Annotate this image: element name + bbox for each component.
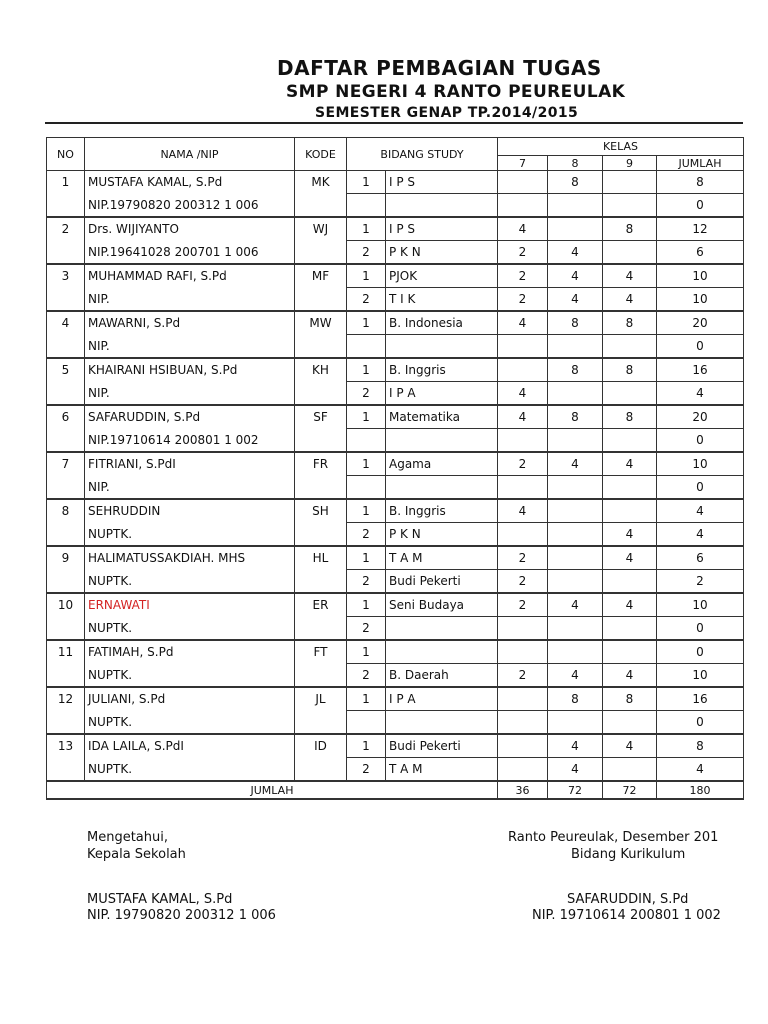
subject-number: 1 xyxy=(347,358,386,382)
teacher-name: HALIMATUSSAKDIAH. MHS xyxy=(85,546,295,570)
subject-number: 1 xyxy=(347,687,386,711)
hours-kelas-7 xyxy=(498,335,548,359)
teacher-code: ER xyxy=(295,593,347,617)
total-kelas-9: 72 xyxy=(603,781,657,799)
assignment-table xyxy=(46,137,744,800)
row-no: 9 xyxy=(47,546,85,570)
hours-kelas-9: 4 xyxy=(603,452,657,476)
subject-number xyxy=(347,476,386,500)
teacher-name: JULIANI, S.Pd xyxy=(85,687,295,711)
hours-kelas-7 xyxy=(498,711,548,735)
teacher-name: SAFARUDDIN, S.Pd xyxy=(85,405,295,429)
subject-name xyxy=(386,640,498,664)
hours-kelas-8 xyxy=(548,711,603,735)
teacher-code-empty xyxy=(295,476,347,500)
teacher-nip: NUPTK. xyxy=(85,570,295,594)
row-no-empty xyxy=(47,758,85,782)
teacher-code: FR xyxy=(295,452,347,476)
total-kelas-8: 72 xyxy=(548,781,603,799)
hours-kelas-8 xyxy=(548,476,603,500)
teacher-nip: NUPTK. xyxy=(85,523,295,547)
hours-kelas-9 xyxy=(603,171,657,194)
hours-kelas-7 xyxy=(498,734,548,758)
table-row xyxy=(47,217,744,241)
hours-kelas-8: 4 xyxy=(548,241,603,265)
hours-kelas-7: 4 xyxy=(498,405,548,429)
table-row xyxy=(47,664,744,688)
hours-kelas-9 xyxy=(603,335,657,359)
hours-total: 0 xyxy=(657,617,744,641)
hours-total: 2 xyxy=(657,570,744,594)
subject-name: T A M xyxy=(386,546,498,570)
subject-name: Matematika xyxy=(386,405,498,429)
hours-kelas-8 xyxy=(548,546,603,570)
total-kelas-7: 36 xyxy=(498,781,548,799)
subject-name: I P A xyxy=(386,687,498,711)
hours-total: 8 xyxy=(657,171,744,194)
subject-number xyxy=(347,194,386,218)
row-no: 6 xyxy=(47,405,85,429)
hours-kelas-9 xyxy=(603,429,657,453)
place-date: Ranto Peureulak, Desember 201 xyxy=(508,830,719,845)
subject-number: 2 xyxy=(347,758,386,782)
header-kode: KODE xyxy=(295,138,347,171)
subject-name: B. Inggris xyxy=(386,358,498,382)
subject-number: 1 xyxy=(347,593,386,617)
table-row xyxy=(47,734,744,758)
hours-total: 6 xyxy=(657,546,744,570)
hours-kelas-7: 2 xyxy=(498,288,548,312)
hours-kelas-7: 2 xyxy=(498,593,548,617)
hours-kelas-9: 4 xyxy=(603,264,657,288)
teacher-name: FATIMAH, S.Pd xyxy=(85,640,295,664)
school-name: SMP NEGERI 4 RANTO PEUREULAK xyxy=(286,82,626,102)
table-row xyxy=(47,335,744,359)
hours-kelas-8 xyxy=(548,499,603,523)
hours-total: 0 xyxy=(657,335,744,359)
subject-number: 2 xyxy=(347,617,386,641)
hours-total: 10 xyxy=(657,452,744,476)
hours-kelas-8: 4 xyxy=(548,734,603,758)
teacher-code-empty xyxy=(295,617,347,641)
hours-kelas-7 xyxy=(498,640,548,664)
principal-title: Kepala Sekolah xyxy=(87,847,186,862)
hours-kelas-9 xyxy=(603,382,657,406)
hours-kelas-8 xyxy=(548,523,603,547)
hours-total: 8 xyxy=(657,734,744,758)
table-row xyxy=(47,311,744,335)
hours-kelas-7: 4 xyxy=(498,499,548,523)
subject-name: P K N xyxy=(386,523,498,547)
hours-total: 0 xyxy=(657,194,744,218)
hours-kelas-7: 4 xyxy=(498,311,548,335)
subject-number: 2 xyxy=(347,664,386,688)
table-row xyxy=(47,288,744,312)
row-no: 1 xyxy=(47,171,85,194)
teacher-code-empty xyxy=(295,288,347,312)
subject-number: 2 xyxy=(347,523,386,547)
subject-name: I P S xyxy=(386,217,498,241)
hours-kelas-8 xyxy=(548,217,603,241)
teacher-name: SEHRUDDIN xyxy=(85,499,295,523)
hours-kelas-9: 8 xyxy=(603,217,657,241)
hours-kelas-9: 4 xyxy=(603,288,657,312)
table-row xyxy=(47,758,744,782)
hours-kelas-9: 4 xyxy=(603,664,657,688)
acknowledged-label: Mengetahui, xyxy=(87,830,168,845)
hours-kelas-9 xyxy=(603,758,657,782)
hours-kelas-8: 8 xyxy=(548,358,603,382)
hours-kelas-7: 2 xyxy=(498,664,548,688)
hours-total: 16 xyxy=(657,358,744,382)
teacher-nip: NIP. xyxy=(85,476,295,500)
table-row xyxy=(47,640,744,664)
table-row xyxy=(47,405,744,429)
hours-total: 10 xyxy=(657,288,744,312)
row-no-empty xyxy=(47,429,85,453)
teacher-nip: NUPTK. xyxy=(85,758,295,782)
hours-kelas-7 xyxy=(498,194,548,218)
subject-number xyxy=(347,711,386,735)
teacher-nip: NIP. xyxy=(85,382,295,406)
subject-name: I P A xyxy=(386,382,498,406)
hours-total: 10 xyxy=(657,593,744,617)
hours-kelas-8 xyxy=(548,617,603,641)
hours-total: 6 xyxy=(657,241,744,265)
row-no: 3 xyxy=(47,264,85,288)
teacher-code-empty xyxy=(295,382,347,406)
hours-total: 20 xyxy=(657,405,744,429)
header-jumlah: JUMLAH xyxy=(657,156,744,171)
hours-kelas-9 xyxy=(603,617,657,641)
hours-kelas-8 xyxy=(548,335,603,359)
table-row xyxy=(47,476,744,500)
hours-kelas-7: 2 xyxy=(498,570,548,594)
table-row xyxy=(47,241,744,265)
hours-kelas-9: 8 xyxy=(603,358,657,382)
row-no: 5 xyxy=(47,358,85,382)
hours-kelas-8 xyxy=(548,570,603,594)
row-no-empty xyxy=(47,241,85,265)
table-row xyxy=(47,711,744,735)
curriculum-title: Bidang Kurikulum xyxy=(571,847,686,862)
table-row xyxy=(47,593,744,617)
hours-kelas-7: 2 xyxy=(498,241,548,265)
semester-label: SEMESTER GENAP TP.2014/2015 xyxy=(315,105,579,121)
hours-total: 0 xyxy=(657,640,744,664)
table-row xyxy=(47,523,744,547)
header-kelas-7: 7 xyxy=(498,156,548,171)
teacher-code: JL xyxy=(295,687,347,711)
teacher-code-empty xyxy=(295,758,347,782)
subject-number: 1 xyxy=(347,546,386,570)
hours-kelas-7 xyxy=(498,617,548,641)
hours-kelas-8: 4 xyxy=(548,288,603,312)
hours-kelas-7: 4 xyxy=(498,382,548,406)
hours-kelas-8: 4 xyxy=(548,664,603,688)
hours-total: 4 xyxy=(657,382,744,406)
row-no: 2 xyxy=(47,217,85,241)
hours-total: 0 xyxy=(657,476,744,500)
hours-kelas-9: 4 xyxy=(603,546,657,570)
table-row xyxy=(47,570,744,594)
hours-kelas-7: 4 xyxy=(498,217,548,241)
subject-number: 2 xyxy=(347,241,386,265)
row-no-empty xyxy=(47,476,85,500)
teacher-code-empty xyxy=(295,335,347,359)
hours-total: 10 xyxy=(657,264,744,288)
hours-kelas-8: 8 xyxy=(548,171,603,194)
teacher-code: WJ xyxy=(295,217,347,241)
subject-name: T A M xyxy=(386,758,498,782)
header-kelas-8: 8 xyxy=(548,156,603,171)
hours-kelas-9 xyxy=(603,570,657,594)
row-no: 12 xyxy=(47,687,85,711)
teacher-code-empty xyxy=(295,570,347,594)
hours-total: 4 xyxy=(657,499,744,523)
hours-kelas-8: 4 xyxy=(548,452,603,476)
table-row xyxy=(47,452,744,476)
row-no-empty xyxy=(47,711,85,735)
hours-total: 0 xyxy=(657,429,744,453)
teacher-nip: NUPTK. xyxy=(85,664,295,688)
subject-number: 1 xyxy=(347,311,386,335)
hours-kelas-8 xyxy=(548,194,603,218)
subject-number: 2 xyxy=(347,570,386,594)
subject-name: Budi Pekerti xyxy=(386,734,498,758)
table-row xyxy=(47,358,744,382)
teacher-nip: NIP.19641028 200701 1 006 xyxy=(85,241,295,265)
subject-number: 1 xyxy=(347,217,386,241)
hours-kelas-7: 2 xyxy=(498,546,548,570)
subject-name: I P S xyxy=(386,171,498,194)
hours-kelas-9 xyxy=(603,499,657,523)
table-row xyxy=(47,264,744,288)
hours-kelas-8 xyxy=(548,640,603,664)
teacher-nip: NIP.19710614 200801 1 002 xyxy=(85,429,295,453)
total-label: JUMLAH xyxy=(47,781,498,799)
teacher-code-empty xyxy=(295,241,347,265)
header-kelas: KELAS xyxy=(498,138,744,156)
hours-kelas-7 xyxy=(498,523,548,547)
hours-kelas-9 xyxy=(603,640,657,664)
table-row xyxy=(47,499,744,523)
hours-kelas-8: 4 xyxy=(548,758,603,782)
teacher-name: Drs. WIJIYANTO xyxy=(85,217,295,241)
row-no: 8 xyxy=(47,499,85,523)
teacher-nip: NIP.19790820 200312 1 006 xyxy=(85,194,295,218)
hours-kelas-9 xyxy=(603,241,657,265)
title-underline xyxy=(45,122,743,124)
table-body xyxy=(47,171,744,782)
row-no-empty xyxy=(47,617,85,641)
row-no-empty xyxy=(47,664,85,688)
hours-kelas-7 xyxy=(498,476,548,500)
total-jumlah: 180 xyxy=(657,781,744,799)
subject-name: P K N xyxy=(386,241,498,265)
row-no: 11 xyxy=(47,640,85,664)
hours-total: 12 xyxy=(657,217,744,241)
subject-name xyxy=(386,429,498,453)
subject-number: 1 xyxy=(347,640,386,664)
subject-name: Agama xyxy=(386,452,498,476)
row-no: 10 xyxy=(47,593,85,617)
hours-kelas-7: 2 xyxy=(498,452,548,476)
row-no: 7 xyxy=(47,452,85,476)
teacher-code: KH xyxy=(295,358,347,382)
subject-number xyxy=(347,429,386,453)
hours-kelas-7 xyxy=(498,171,548,194)
subject-name: B. Inggris xyxy=(386,499,498,523)
teacher-nip: NUPTK. xyxy=(85,711,295,735)
teacher-name: IDA LAILA, S.PdI xyxy=(85,734,295,758)
header-nama: NAMA /NIP xyxy=(85,138,295,171)
hours-kelas-8: 4 xyxy=(548,264,603,288)
subject-number: 2 xyxy=(347,382,386,406)
subject-number: 1 xyxy=(347,405,386,429)
subject-name xyxy=(386,335,498,359)
teacher-code: ID xyxy=(295,734,347,758)
teacher-name: KHAIRANI HSIBUAN, S.Pd xyxy=(85,358,295,382)
document-title: DAFTAR PEMBAGIAN TUGAS xyxy=(277,56,602,80)
teacher-name: ERNAWATI xyxy=(85,593,295,617)
curriculum-name: SAFARUDDIN, S.Pd xyxy=(567,892,689,907)
table-row xyxy=(47,382,744,406)
table-row xyxy=(47,194,744,218)
teacher-name: MUSTAFA KAMAL, S.Pd xyxy=(85,171,295,194)
teacher-code-empty xyxy=(295,523,347,547)
hours-kelas-9 xyxy=(603,476,657,500)
teacher-nip: NUPTK. xyxy=(85,617,295,641)
subject-number: 1 xyxy=(347,264,386,288)
hours-kelas-7 xyxy=(498,429,548,453)
header-bidang: BIDANG STUDY xyxy=(347,138,498,171)
teacher-nip: NIP. xyxy=(85,288,295,312)
teacher-code: MW xyxy=(295,311,347,335)
header-kelas-9: 9 xyxy=(603,156,657,171)
header-no: NO xyxy=(47,138,85,171)
hours-kelas-9: 8 xyxy=(603,311,657,335)
teacher-code: SF xyxy=(295,405,347,429)
hours-kelas-7: 2 xyxy=(498,264,548,288)
subject-name: PJOK xyxy=(386,264,498,288)
table-row xyxy=(47,546,744,570)
row-no-empty xyxy=(47,335,85,359)
hours-total: 16 xyxy=(657,687,744,711)
hours-total: 4 xyxy=(657,523,744,547)
table-row xyxy=(47,171,744,194)
hours-kelas-9: 4 xyxy=(603,523,657,547)
teacher-name: FITRIANI, S.PdI xyxy=(85,452,295,476)
hours-kelas-8: 4 xyxy=(548,593,603,617)
teacher-code: HL xyxy=(295,546,347,570)
teacher-code-empty xyxy=(295,429,347,453)
table-row xyxy=(47,617,744,641)
table-row xyxy=(47,429,744,453)
teacher-name: MAWARNI, S.Pd xyxy=(85,311,295,335)
teacher-code-empty xyxy=(295,664,347,688)
hours-kelas-9 xyxy=(603,711,657,735)
teacher-name: MUHAMMAD RAFI, S.Pd xyxy=(85,264,295,288)
subject-number xyxy=(347,335,386,359)
subject-number: 1 xyxy=(347,171,386,194)
teacher-code: SH xyxy=(295,499,347,523)
hours-kelas-7 xyxy=(498,687,548,711)
hours-kelas-8 xyxy=(548,382,603,406)
teacher-code: FT xyxy=(295,640,347,664)
hours-total: 20 xyxy=(657,311,744,335)
teacher-code-empty xyxy=(295,194,347,218)
hours-kelas-9: 8 xyxy=(603,687,657,711)
hours-kelas-9: 8 xyxy=(603,405,657,429)
row-no: 13 xyxy=(47,734,85,758)
subject-name: B. Daerah xyxy=(386,664,498,688)
total-row xyxy=(47,781,744,799)
hours-kelas-9 xyxy=(603,194,657,218)
hours-kelas-7 xyxy=(498,358,548,382)
teacher-code-empty xyxy=(295,711,347,735)
table-row xyxy=(47,687,744,711)
subject-name xyxy=(386,711,498,735)
row-no-empty xyxy=(47,382,85,406)
row-no-empty xyxy=(47,570,85,594)
subject-number: 1 xyxy=(347,734,386,758)
hours-total: 10 xyxy=(657,664,744,688)
row-no-empty xyxy=(47,288,85,312)
row-no: 4 xyxy=(47,311,85,335)
curriculum-nip: NIP. 19710614 200801 1 002 xyxy=(532,908,721,923)
hours-kelas-8: 8 xyxy=(548,405,603,429)
teacher-code: MK xyxy=(295,171,347,194)
hours-total: 4 xyxy=(657,758,744,782)
hours-kelas-8: 8 xyxy=(548,687,603,711)
subject-number: 2 xyxy=(347,288,386,312)
hours-kelas-8: 8 xyxy=(548,311,603,335)
subject-name: T I K xyxy=(386,288,498,312)
subject-name: Seni Budaya xyxy=(386,593,498,617)
hours-kelas-9: 4 xyxy=(603,734,657,758)
row-no-empty xyxy=(47,523,85,547)
hours-kelas-7 xyxy=(498,758,548,782)
hours-kelas-9: 4 xyxy=(603,593,657,617)
subject-name: B. Indonesia xyxy=(386,311,498,335)
subject-name xyxy=(386,194,498,218)
teacher-nip: NIP. xyxy=(85,335,295,359)
subject-number: 1 xyxy=(347,452,386,476)
subject-name xyxy=(386,476,498,500)
hours-total: 0 xyxy=(657,711,744,735)
row-no-empty xyxy=(47,194,85,218)
subject-name xyxy=(386,617,498,641)
principal-nip: NIP. 19790820 200312 1 006 xyxy=(87,908,276,923)
hours-kelas-8 xyxy=(548,429,603,453)
subject-number: 1 xyxy=(347,499,386,523)
principal-name: MUSTAFA KAMAL, S.Pd xyxy=(87,892,233,907)
teacher-code: MF xyxy=(295,264,347,288)
subject-name: Budi Pekerti xyxy=(386,570,498,594)
